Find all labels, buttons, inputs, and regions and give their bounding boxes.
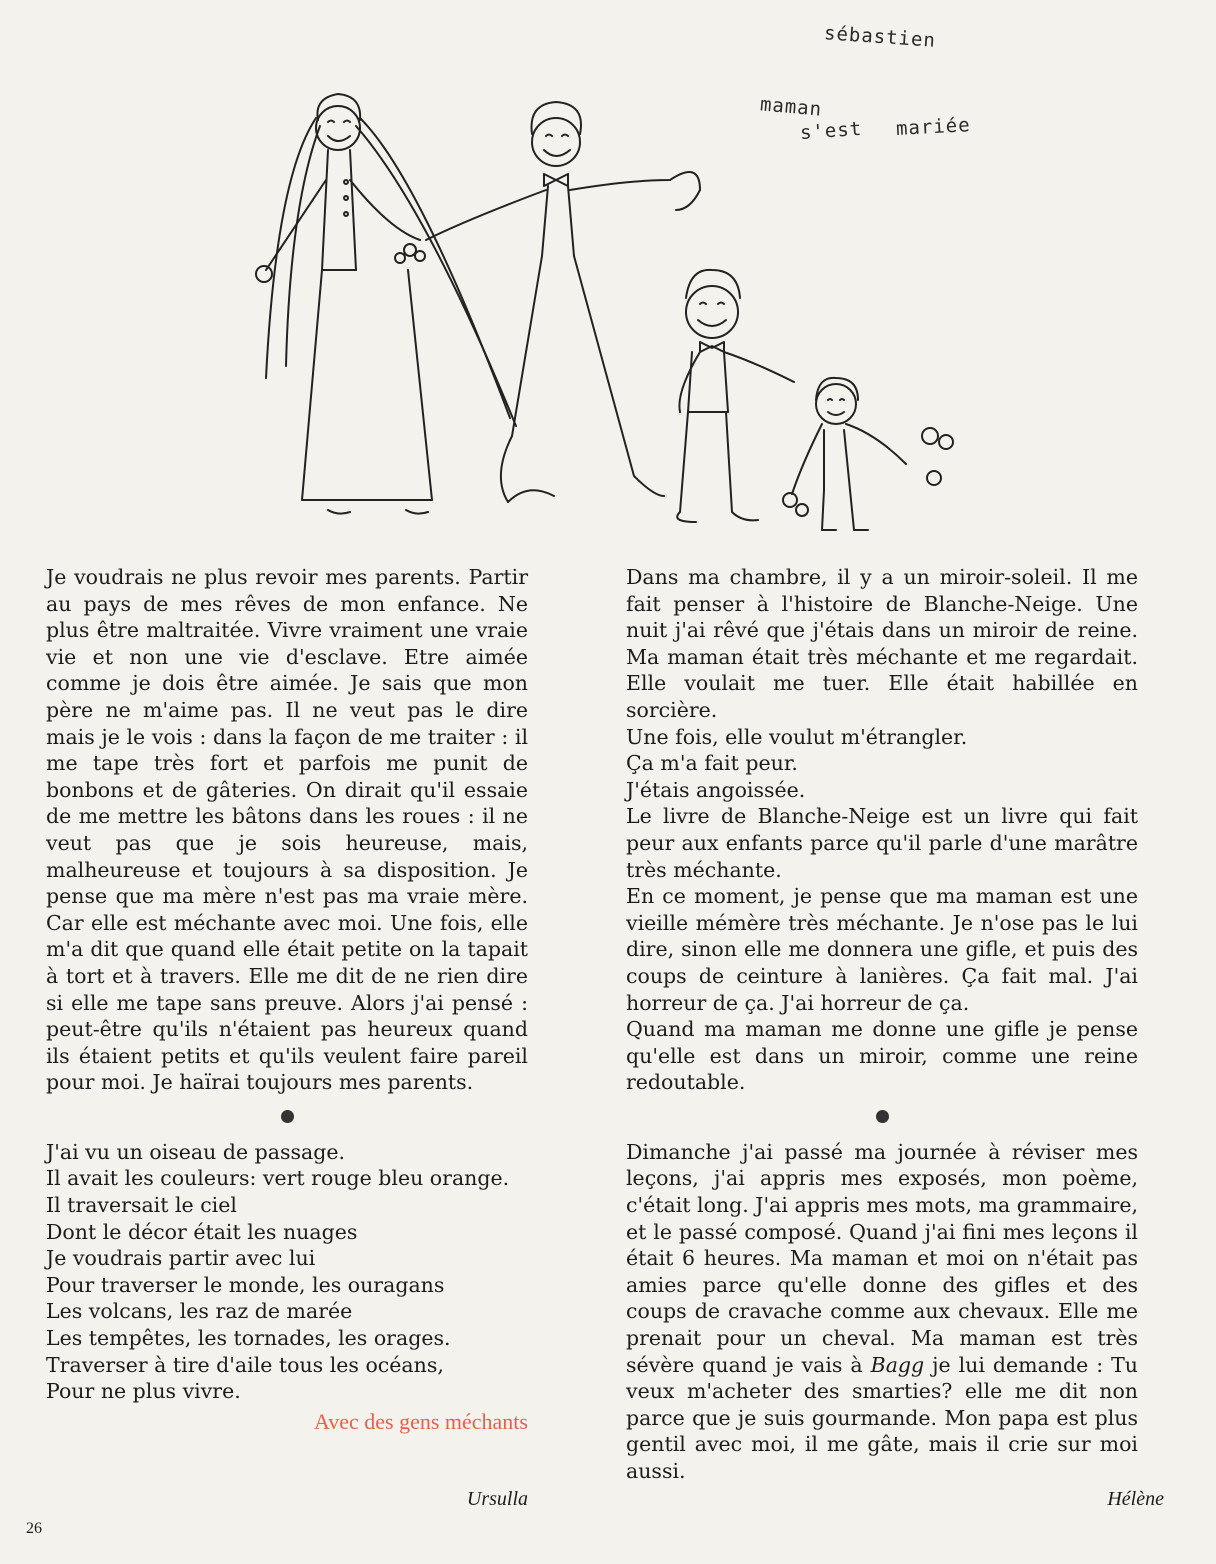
paragraph-text: je lui demande : Tu veux m'acheter des smarties? elle me dit non parce que je suis gourmande. Mon papa est plus gentil avec moi, il me gâte, mais il crie sur moi aussi. [626, 1352, 1138, 1483]
poem-final-line-colored: Avec des gens méchants [313, 1408, 528, 1434]
poem-line: J'ai vu un oiseau de passage. [46, 1139, 346, 1164]
poem-line: Pour ne plus vivre. [46, 1379, 241, 1404]
poem-line: Je voudrais partir avec lui [46, 1246, 316, 1271]
page-number: 26 [26, 1520, 42, 1537]
poem [46, 1139, 528, 1405]
helene-text-line: Ça m'a fait peur. [626, 751, 798, 776]
author-signature-ursulla: Ursulla [466, 1488, 528, 1510]
paragraph-text: Dimanche j'ai passé ma journée à réviser mes leçons, j'ai appris mes exposés, mon poème, c'était long. J'ai appris mes mots, ma grammaire, et le passé composé. Quand j'ai fini mes leçons il était 6 heures. Ma maman et moi on n'était pas amies parce qu'elle donne des gifles et des coups de cravache comme aux chevaux. Elle me prenait pour un cheval. Ma maman est très sévère quand je vais à [626, 1139, 1138, 1377]
poem-line: Il traversait le ciel [46, 1193, 237, 1218]
helene-text-block: Dans ma chambre, il y a un miroir-soleil. Il me fait penser à l'histoire de Blanche-Neige. Une nuit j'ai rêvé que j'étais dans un miroir de reine. Ma maman était très méchante et me regardait. Elle voulait me tuer. Elle était habillée en sorcière. [626, 565, 1138, 722]
bride-figure [256, 94, 516, 514]
handwritten-caption-mariee: mariée [895, 114, 972, 140]
poem-line: Dont le décor était les nuages [46, 1219, 358, 1244]
child-figure-2 [783, 378, 953, 530]
poem-line: Les volcans, les raz de marée [46, 1299, 353, 1324]
helene-text-block: En ce moment, je pense que ma maman est une vieille mémère très méchante. Je n'ose pas le lui dire, sinon elle me donnera une gifle, et puis des coups de ceinture à lanières. Ça fait mal. J'ai horreur de ça. J'ai horreur de ça. [626, 884, 1138, 1015]
child-figure-1 [677, 270, 794, 522]
handwritten-caption-sest: s'est [799, 117, 863, 145]
store-name: Bagg [870, 1352, 925, 1377]
poem-line: Traverser à tire d'aile tous les océans, [46, 1352, 444, 1377]
ursulla-prose-paragraph: Je voudrais ne plus revoir mes parents. Partir au pays de mes rêves de mon enfance. Ne plus être maltraitée. Vivre vraiment une vraie vie et non une vie d'esclave. Etre aimée comme je dois être aimée. Je sais que mon père ne m'aime pas. Il ne veut pas le dire mais je le vois : dans la façon de me traiter : il me tape très fort et parfois me punit de bonbons et de gâteries. On dirait qu'il essaie de me mettre les bâtons dans les roues : il ne veut pas que je sois heureuse, mais, malheureuse et toujours à sa disposition. Je pense que ma mère n'est pas ma vraie mère. Car elle est méchante avec moi. Une fois, elle m'a dit que quand elle était petite on la tapait à tort et à travers. Elle me dit de ne rien dire si elle me tape sans preuve. Alors j'ai pensé : peut-être qu'ils n'étaient pas heureux quand ils étaient petits et qu'ils veulent faire pareil pour moi. Je haïrai toujours mes parents. [46, 565, 528, 1095]
groom-figure [426, 102, 700, 502]
helene-text-line: J'étais angoissée. [626, 777, 806, 802]
left-column [46, 564, 528, 1435]
right-column [626, 564, 1138, 1485]
handwritten-name: sébastien [823, 22, 937, 52]
child-drawing-wedding-illustration [230, 90, 990, 540]
poem-line: Il avait les couleurs: vert rouge bleu orange. [46, 1166, 510, 1191]
section-separator-dot [281, 1110, 294, 1123]
section-separator-dot [876, 1110, 889, 1123]
helene-text-line: Une fois, elle voulut m'étrangler. [626, 724, 968, 749]
helene-text-block: Le livre de Blanche-Neige est un livre qui fait peur aux enfants parce qu'il parle d'une marâtre très méchante. [626, 804, 1138, 882]
helene-sunday-paragraph [626, 1139, 1138, 1485]
helene-text-block: Quand ma maman me donne une gifle je pense qu'elle est dans un miroir, comme une reine redoutable. [626, 1017, 1138, 1095]
poem-line: Les tempêtes, les tornades, les orages. [46, 1326, 451, 1351]
author-signature-helene: Hélène [1107, 1488, 1164, 1510]
handwritten-caption-maman: maman [759, 93, 824, 121]
poem-line: Pour traverser le monde, les ouragans [46, 1272, 445, 1297]
